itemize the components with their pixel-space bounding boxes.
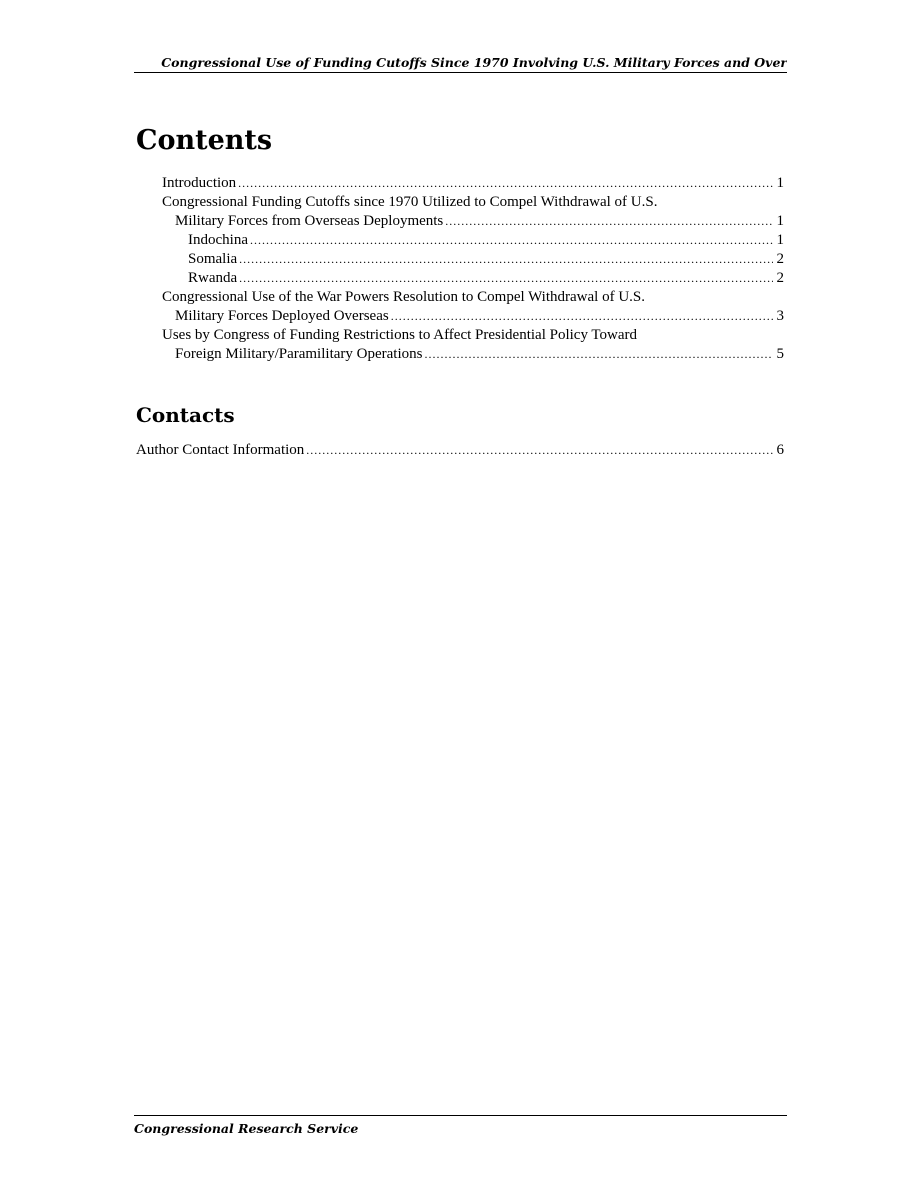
toc-entry-funding-cutoffs-line1[interactable]: [162, 193, 784, 212]
toc-leader-dots: [239, 250, 772, 269]
toc-entry-text: Indochina: [188, 232, 248, 248]
toc-entry-page: 1: [776, 175, 784, 191]
toc-leader-dots: [239, 269, 772, 288]
toc-leader-dots: [238, 174, 772, 193]
toc-entry-page: 3: [776, 308, 784, 324]
toc-leader-dots: [445, 212, 772, 231]
toc-leader-dots: [306, 441, 772, 460]
toc-entry-war-powers-line2[interactable]: [175, 307, 784, 326]
toc-entry-somalia[interactable]: [188, 250, 784, 269]
toc-entry-text: Military Forces from Overseas Deployments: [175, 213, 444, 229]
toc-entry-text: Congressional Use of the War Powers Resolution to Compel Withdrawal of U.S.: [162, 289, 645, 305]
toc-entry-page: 2: [776, 251, 784, 267]
toc-leader-dots: [391, 307, 773, 326]
toc-entry-text: Military Forces Deployed Overseas: [175, 308, 389, 324]
toc-entry-text: Foreign Military/Paramilitary Operations: [175, 346, 423, 362]
running-footer: [134, 1115, 787, 1139]
toc-entry-page: 2: [776, 270, 784, 286]
toc-entry-text: Somalia: [188, 251, 238, 267]
toc-entry-funding-restrictions-line1[interactable]: [162, 326, 784, 345]
running-header-title: Congressional Use of Funding Cutoffs Since 1970 Involving U.S. Military Forces and Over: [161, 55, 787, 70]
toc-leader-dots: [250, 231, 773, 250]
toc-entry-page: 6: [776, 442, 784, 458]
toc-entry-text: Uses by Congress of Funding Restrictions to Affect Presidential Policy Toward: [162, 327, 638, 343]
toc-leader-dots: [424, 345, 772, 364]
footer-organization: Congressional Research Service: [134, 1121, 359, 1136]
toc-entry-indochina[interactable]: [188, 231, 784, 250]
toc-entry-text: Congressional Funding Cutoffs since 1970 Utilized to Compel Withdrawal of U.S.: [162, 194, 658, 210]
toc-entry-introduction[interactable]: [162, 174, 784, 193]
toc-entry-war-powers-line1[interactable]: [162, 288, 784, 307]
toc-entry-funding-restrictions-line2[interactable]: [175, 345, 784, 364]
toc-entry-text: Introduction: [162, 175, 237, 191]
toc-entry-text: Rwanda: [188, 270, 238, 286]
toc-entry-page: 1: [776, 232, 784, 248]
toc-entry-page: 1: [776, 213, 784, 229]
toc-entry-text: Author Contact Information: [136, 442, 305, 458]
contents-heading: Contents: [136, 125, 273, 156]
contacts-heading: Contacts: [136, 403, 235, 427]
toc-entry-page: 5: [776, 346, 784, 362]
toc-entry-rwanda[interactable]: [188, 269, 784, 288]
running-header: [134, 54, 787, 73]
toc-entry-funding-cutoffs-line2[interactable]: [175, 212, 784, 231]
toc-entry-author-contact[interactable]: [136, 441, 784, 460]
